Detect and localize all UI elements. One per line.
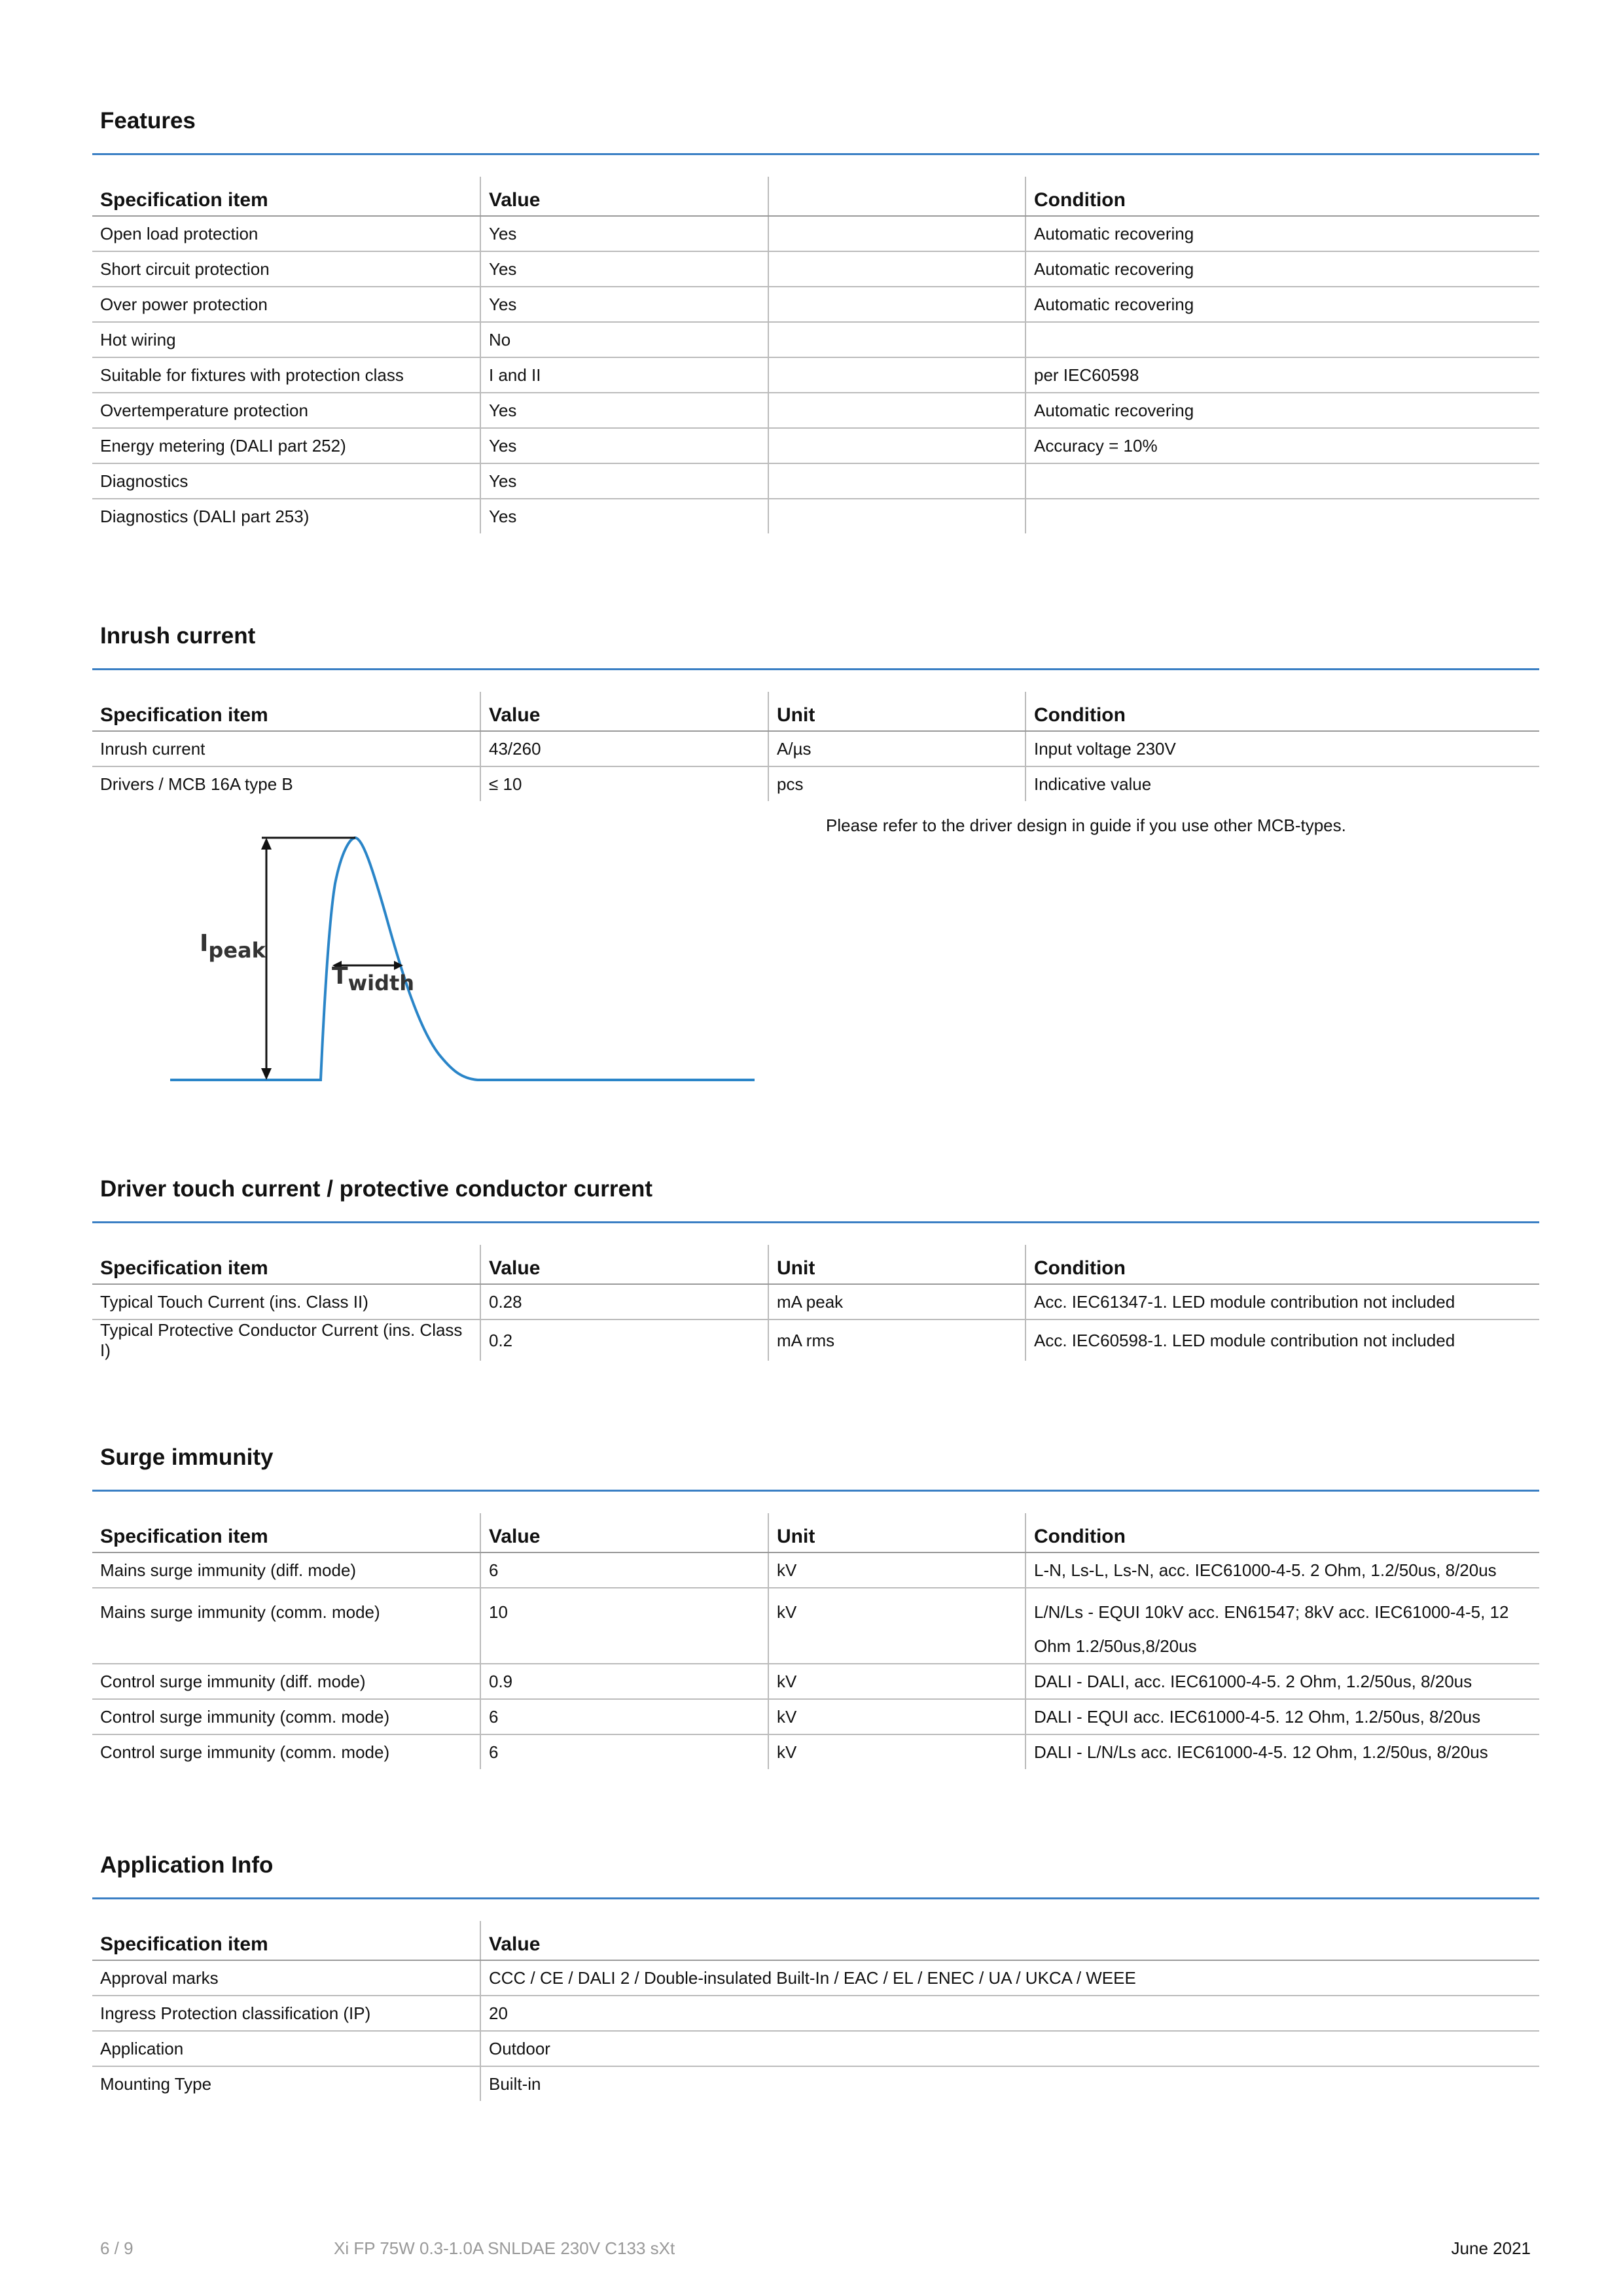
table-row: [92, 1664, 1539, 1699]
cell: L/N/Ls - EQUI 10kV acc. EN61547; 8kV acc. IEC61000-4-5, 12 Ohm 1.2/50us,8/20us: [1026, 1588, 1539, 1664]
cell: Automatic recovering: [1026, 216, 1539, 251]
footer-date: June 2021: [1451, 2238, 1531, 2258]
cell: Typical Protective Conductor Current (ins. Class I): [100, 1320, 463, 1360]
cell: Outdoor: [480, 2031, 1539, 2066]
col-header-spec: Specification item: [92, 1513, 480, 1552]
cell: Yes: [480, 287, 768, 322]
features-rule: [92, 153, 1539, 155]
cell: kV: [768, 1664, 1026, 1699]
inrush-waveform-diagram: [164, 825, 766, 1100]
footer-page-number: 6 / 9: [100, 2238, 134, 2258]
cell: mA peak: [768, 1284, 1026, 1319]
cell: [768, 251, 1026, 287]
col-header-value: Value: [480, 692, 768, 731]
table-row: [92, 1319, 1539, 1361]
cell: No: [480, 322, 768, 357]
features-title: Features: [100, 108, 196, 134]
col-header-unit: Unit: [768, 1245, 1026, 1284]
cell: kV: [768, 1734, 1026, 1769]
cell: 0.2: [480, 1319, 768, 1361]
table-header-row: [92, 1245, 1539, 1284]
cell: [1026, 463, 1539, 499]
peak-arrow-head-bottom: [261, 1068, 272, 1080]
table-row: [92, 357, 1539, 393]
mcb-note: Please refer to the driver design in guide if you use other MCB-types.: [826, 816, 1346, 835]
table-row: [92, 1552, 1539, 1588]
col-header-spec: Specification item: [92, 177, 480, 216]
table-row: [92, 463, 1539, 499]
cell: DALI - EQUI acc. IEC61000-4-5. 12 Ohm, 1.2/50us, 8/20us: [1026, 1699, 1539, 1734]
cell: kV: [768, 1699, 1026, 1734]
table-row: [92, 731, 1539, 766]
application-title: Application Info: [100, 1852, 274, 1878]
table-row: [92, 216, 1539, 251]
cell: [768, 428, 1026, 463]
table-row: [92, 1960, 1539, 1996]
table-row: [92, 766, 1539, 801]
cell: Indicative value: [1026, 766, 1539, 801]
cell: 6: [480, 1699, 768, 1734]
peak-label: [200, 930, 266, 963]
col-header-spec: Specification item: [92, 692, 480, 731]
table-row: [92, 1699, 1539, 1734]
cell: Yes: [480, 463, 768, 499]
application-rule: [92, 1897, 1539, 1899]
width-label-sub: width: [348, 971, 415, 996]
col-header-condition: Condition: [1026, 177, 1539, 216]
col-header-blank: [768, 177, 1026, 216]
table-row: [92, 428, 1539, 463]
inrush-title: Inrush current: [100, 623, 256, 649]
table-row: [92, 1734, 1539, 1769]
cell: 6: [480, 1734, 768, 1769]
cell: Automatic recovering: [1026, 251, 1539, 287]
cell: [1026, 322, 1539, 357]
col-header-value: Value: [480, 1513, 768, 1552]
cell: Typical Touch Current (ins. Class II): [92, 1284, 480, 1319]
cell: Yes: [480, 393, 768, 428]
cell: Control surge immunity (comm. mode): [100, 1742, 390, 1762]
table-row: [92, 251, 1539, 287]
col-header-condition: Condition: [1026, 1245, 1539, 1284]
table-row: [92, 393, 1539, 428]
table-row: [92, 1284, 1539, 1319]
cell: Yes: [480, 216, 768, 251]
surge-title: Surge immunity: [100, 1444, 274, 1470]
touch-rule: [92, 1221, 1539, 1223]
cell: DALI - DALI, acc. IEC61000-4-5. 2 Ohm, 1.2/50us, 8/20us: [1026, 1664, 1539, 1699]
footer-product-name: Xi FP 75W 0.3-1.0A SNLDAE 230V C133 sXt: [334, 2238, 675, 2258]
cell: 20: [480, 1996, 1539, 2031]
col-header-condition: Condition: [1026, 692, 1539, 731]
surge-rule: [92, 1490, 1539, 1492]
touch-title: Driver touch current / protective conductor current: [100, 1176, 653, 1202]
cell: Mains surge immunity (diff. mode): [92, 1552, 480, 1588]
table-row: [92, 2031, 1539, 2066]
cell: Approval marks: [92, 1960, 480, 1996]
table-header-row: [92, 692, 1539, 731]
cell: L-N, Ls-L, Ls-N, acc. IEC61000-4-5. 2 Ohm, 1.2/50us, 8/20us: [1026, 1552, 1539, 1588]
cell: Overtemperature protection: [92, 393, 480, 428]
cell: [768, 322, 1026, 357]
cell: ≤ 10: [480, 766, 768, 801]
peak-label-main: I: [200, 930, 209, 957]
cell: mA rms: [768, 1319, 1026, 1361]
cell: kV: [768, 1552, 1026, 1588]
cell: [768, 463, 1026, 499]
cell: 6: [480, 1552, 768, 1588]
table-row: [92, 322, 1539, 357]
cell: per IEC60598: [1026, 357, 1539, 393]
cell: 0.9: [480, 1664, 768, 1699]
col-header-value: Value: [480, 1245, 768, 1284]
cell: Yes: [480, 251, 768, 287]
table-row: [92, 499, 1539, 533]
touch-table: [92, 1245, 1539, 1361]
cell: [768, 393, 1026, 428]
cell: Ingress Protection classification (IP): [92, 1996, 480, 2031]
cell: A/µs: [768, 731, 1026, 766]
cell: [768, 499, 1026, 533]
cell: Diagnostics (DALI part 253): [100, 506, 310, 526]
col-header-spec: Specification item: [92, 1245, 480, 1284]
table-row: [92, 287, 1539, 322]
cell: I and II: [480, 357, 768, 393]
table-row: [92, 1996, 1539, 2031]
cell: Built-in: [480, 2066, 1539, 2101]
cell: Acc. IEC60598-1. LED module contribution not included: [1026, 1319, 1539, 1361]
cell: kV: [768, 1588, 1026, 1664]
features-table: [92, 177, 1539, 533]
inrush-table: [92, 692, 1539, 801]
cell: Hot wiring: [92, 322, 480, 357]
cell: [1026, 499, 1539, 533]
cell: Mains surge immunity (comm. mode): [92, 1588, 480, 1664]
width-label-main: T: [332, 963, 348, 990]
cell: Suitable for fixtures with protection class: [92, 357, 480, 393]
cell: [768, 357, 1026, 393]
cell: Automatic recovering: [1026, 393, 1539, 428]
cell: 43/260: [480, 731, 768, 766]
cell: DALI - L/N/Ls acc. IEC61000-4-5. 12 Ohm, 1.2/50us, 8/20us: [1026, 1734, 1539, 1769]
surge-table: [92, 1513, 1539, 1769]
col-header-condition: Condition: [1026, 1513, 1539, 1552]
cell: Yes: [480, 499, 768, 533]
col-header-value: Value: [480, 1921, 1539, 1960]
cell: Short circuit protection: [92, 251, 480, 287]
cell: CCC / CE / DALI 2 / Double-insulated Built-In / EAC / EL / ENEC / UA / UKCA / WEEE: [480, 1960, 1539, 1996]
peak-label-sub: peak: [208, 938, 266, 963]
cell: Accuracy = 10%: [1026, 428, 1539, 463]
table-header-row: [92, 1921, 1539, 1960]
table-row: [92, 2066, 1539, 2101]
cell: Automatic recovering: [1026, 287, 1539, 322]
inrush-rule: [92, 668, 1539, 670]
table-header-row: [92, 177, 1539, 216]
col-header-unit: Unit: [768, 1513, 1026, 1552]
peak-arrow-head-top: [261, 838, 272, 850]
cell: Over power protection: [92, 287, 480, 322]
cell: Control surge immunity (diff. mode): [92, 1664, 480, 1699]
table-row: [92, 1588, 1539, 1664]
table-header-row: [92, 1513, 1539, 1552]
cell: Mounting Type: [100, 2073, 212, 2094]
cell: 0.28: [480, 1284, 768, 1319]
cell: Acc. IEC61347-1. LED module contribution not included: [1026, 1284, 1539, 1319]
cell: [768, 287, 1026, 322]
cell: [768, 216, 1026, 251]
cell: Open load protection: [92, 216, 480, 251]
col-header-value: Value: [480, 177, 768, 216]
col-header-spec: Specification item: [92, 1921, 480, 1960]
cell: Inrush current: [92, 731, 480, 766]
cell: Energy metering (DALI part 252): [92, 428, 480, 463]
cell: Yes: [480, 428, 768, 463]
application-table: [92, 1921, 1539, 2101]
cell: Drivers / MCB 16A type B: [100, 774, 293, 794]
cell: Application: [92, 2031, 480, 2066]
cell: pcs: [768, 766, 1026, 801]
cell: Input voltage 230V: [1026, 731, 1539, 766]
cell: Control surge immunity (comm. mode): [92, 1699, 480, 1734]
col-header-unit: Unit: [768, 692, 1026, 731]
cell: 10: [480, 1588, 768, 1664]
cell: Diagnostics: [92, 463, 480, 499]
